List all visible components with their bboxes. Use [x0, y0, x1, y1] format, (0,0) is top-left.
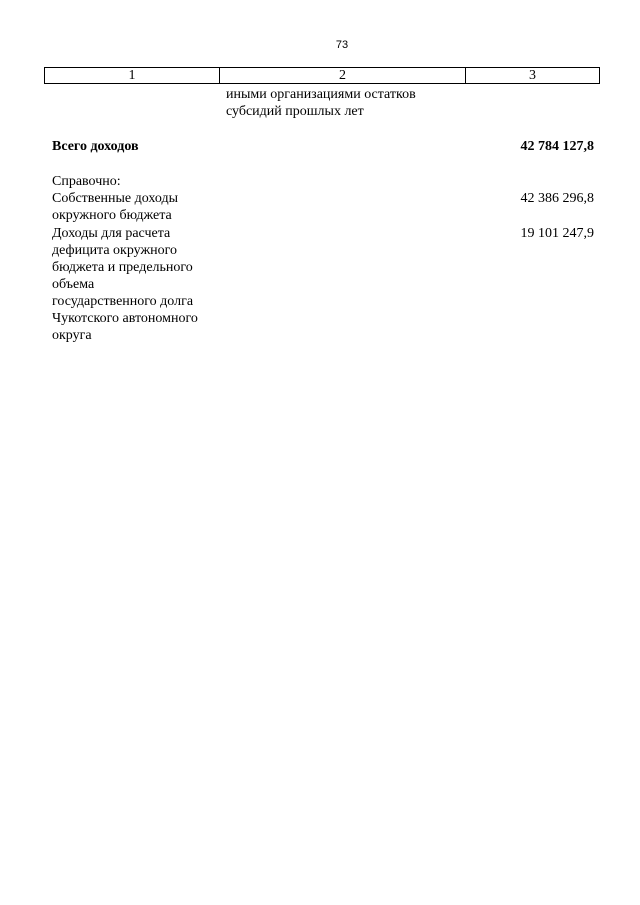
- row-amount-cell: [465, 86, 600, 120]
- name-line: округа: [52, 328, 92, 343]
- row-amount-cell: 19 101 247,9: [520, 226, 594, 241]
- name-line: Справочно:: [52, 174, 121, 189]
- description-line: субсидий прошлых лет: [226, 104, 364, 119]
- name-line: государственного долга: [52, 294, 194, 309]
- name-line: бюджета и предельного: [52, 260, 193, 275]
- row-name-cell: [44, 86, 219, 120]
- row-amount-cell: 42 386 296,8: [520, 191, 594, 206]
- name-line: Доходы для расчета: [52, 226, 171, 241]
- table-header-col-3: 3: [465, 68, 599, 83]
- row-description-cell: [219, 190, 465, 224]
- row-amount-cell: [465, 173, 600, 190]
- table-row: [44, 86, 600, 120]
- row-name-cell: [44, 173, 219, 190]
- name-line: окружного бюджета: [52, 208, 172, 223]
- table-row-reference: [44, 173, 600, 190]
- row-name-cell: [44, 138, 219, 155]
- page-number: 73: [335, 39, 349, 51]
- description-line: иными организациями остатков: [226, 87, 416, 102]
- row-name-cell: [44, 190, 219, 224]
- table-body: [44, 84, 600, 344]
- table-header-row: [44, 67, 600, 84]
- row-name-cell: [44, 225, 219, 344]
- row-amount-cell: 42 784 127,8: [520, 139, 594, 154]
- name-line: дефицита окружного: [52, 243, 178, 258]
- name-line: Собственные доходы: [52, 191, 179, 206]
- table-row-own-income: [44, 190, 600, 224]
- table-header-col-1: 1: [128, 68, 136, 83]
- name-line: объема: [52, 277, 95, 292]
- table-row-deficit-income: [44, 225, 600, 344]
- row-description-cell: [219, 138, 465, 155]
- table-row-total-income: [44, 138, 600, 155]
- row-description-cell: [219, 173, 465, 190]
- name-line: Всего доходов: [52, 139, 139, 154]
- table-header-col-2: 2: [219, 68, 465, 83]
- row-description-cell: [219, 225, 465, 344]
- row-description-cell: [219, 86, 465, 120]
- name-line: Чукотского автономного: [52, 311, 198, 326]
